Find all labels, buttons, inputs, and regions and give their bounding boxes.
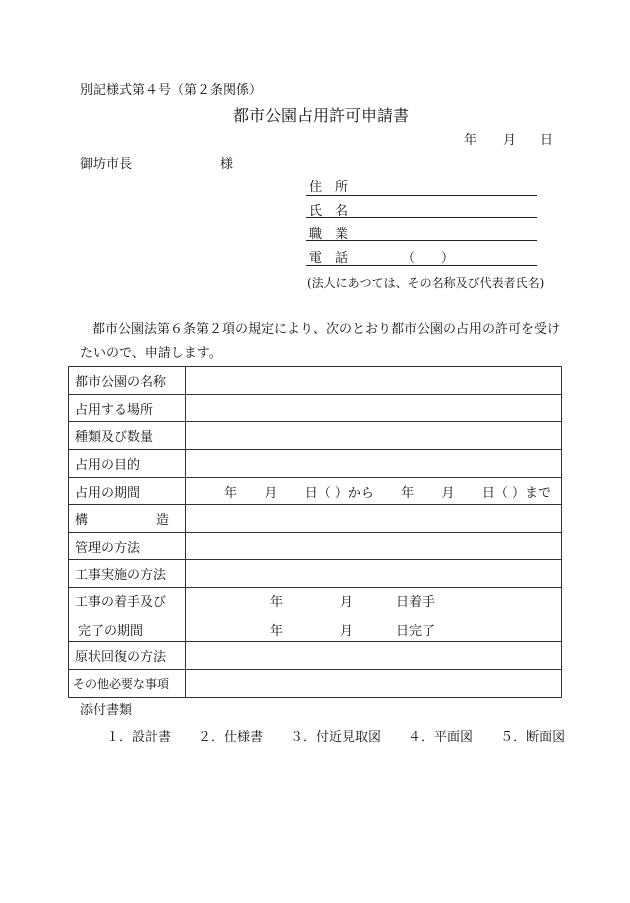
place-label: 占用する場所 xyxy=(69,395,186,422)
period-start-year: 年 xyxy=(224,485,238,501)
type-quantity-value[interactable] xyxy=(186,422,562,450)
type-quantity-label: 種類及び数量 xyxy=(69,422,186,450)
other-label: その他必要な事項 xyxy=(69,670,186,698)
table-row xyxy=(69,642,562,670)
period-end-day: 日（ ）まで xyxy=(481,485,551,501)
attachment-item: ３．付近見取図 xyxy=(290,730,382,745)
attachments-list xyxy=(106,726,565,745)
park-name-label: 都市公園の名称 xyxy=(69,367,186,395)
park-name-value[interactable] xyxy=(186,367,562,395)
management-label: 管理の方法 xyxy=(69,533,186,560)
construction-method-value[interactable] xyxy=(186,560,562,588)
table-row xyxy=(69,367,562,395)
start-completion-value[interactable]: 年 月 日着手 年 月 日完了 xyxy=(186,588,562,642)
occupation-label: 職 業 xyxy=(309,227,349,242)
table-row xyxy=(69,670,562,698)
date-year-label: 年 xyxy=(464,133,478,148)
table-row xyxy=(69,395,562,422)
date-day-label: 日 xyxy=(540,133,554,148)
table-row xyxy=(69,560,562,588)
table-row xyxy=(69,588,562,642)
corporate-note: (法人にあつては、その名称及び代表者氏名) xyxy=(307,276,545,290)
document-title: 都市公園占用許可申請書 xyxy=(233,106,410,125)
date-month-label: 月 xyxy=(503,133,517,148)
start-completion-label: 工事の着手及び 完了の期間 xyxy=(69,588,186,642)
period-end-month: 月 xyxy=(441,485,455,501)
period-value[interactable] xyxy=(186,478,562,505)
period-label: 占用の期間 xyxy=(69,478,186,505)
phone-area-code: （ ） xyxy=(402,251,455,266)
intro-line-1: 都市公園法第６条第２項の規定により、次のとおり都市公園の占用の許可を受け xyxy=(92,322,561,337)
form-number: 別記様式第４号（第２条関係） xyxy=(80,83,263,98)
structure-label: 構 造 xyxy=(69,505,186,533)
phone-field[interactable] xyxy=(306,265,537,266)
attachment-item: ５．断面図 xyxy=(500,730,566,745)
table-row xyxy=(69,533,562,560)
management-value[interactable] xyxy=(186,533,562,560)
phone-label: 電 話 xyxy=(309,251,349,266)
period-end-year: 年 xyxy=(401,485,415,501)
occupation-field[interactable] xyxy=(306,240,537,241)
name-field[interactable] xyxy=(306,217,537,218)
table-row xyxy=(69,478,562,505)
purpose-value[interactable] xyxy=(186,450,562,478)
table-row xyxy=(69,450,562,478)
addressee-honorific: 様 xyxy=(220,157,234,172)
attachments-heading: 添付書類 xyxy=(80,703,133,718)
place-value[interactable] xyxy=(186,395,562,422)
purpose-label: 占用の目的 xyxy=(69,450,186,478)
table-row xyxy=(69,422,562,450)
restoration-label: 原状回復の方法 xyxy=(69,642,186,670)
attachment-item: １．設計書 xyxy=(106,730,172,745)
period-start-day: 日（ ）から xyxy=(304,485,374,501)
structure-value[interactable] xyxy=(186,505,562,533)
period-start-month: 月 xyxy=(264,485,278,501)
table-row xyxy=(69,505,562,533)
attachment-item: ２．仕様書 xyxy=(198,730,264,745)
addressee-name: 御坊市長 xyxy=(80,157,133,172)
intro-line-2: たいので、申請します。 xyxy=(80,346,222,361)
attachment-item: ４．平面図 xyxy=(408,730,474,745)
name-label: 氏 名 xyxy=(309,204,349,219)
other-value[interactable] xyxy=(186,670,562,698)
address-field[interactable] xyxy=(306,195,537,196)
application-table xyxy=(68,366,562,698)
construction-method-label: 工事実施の方法 xyxy=(69,560,186,588)
restoration-value[interactable] xyxy=(186,642,562,670)
address-label: 住 所 xyxy=(309,180,349,195)
